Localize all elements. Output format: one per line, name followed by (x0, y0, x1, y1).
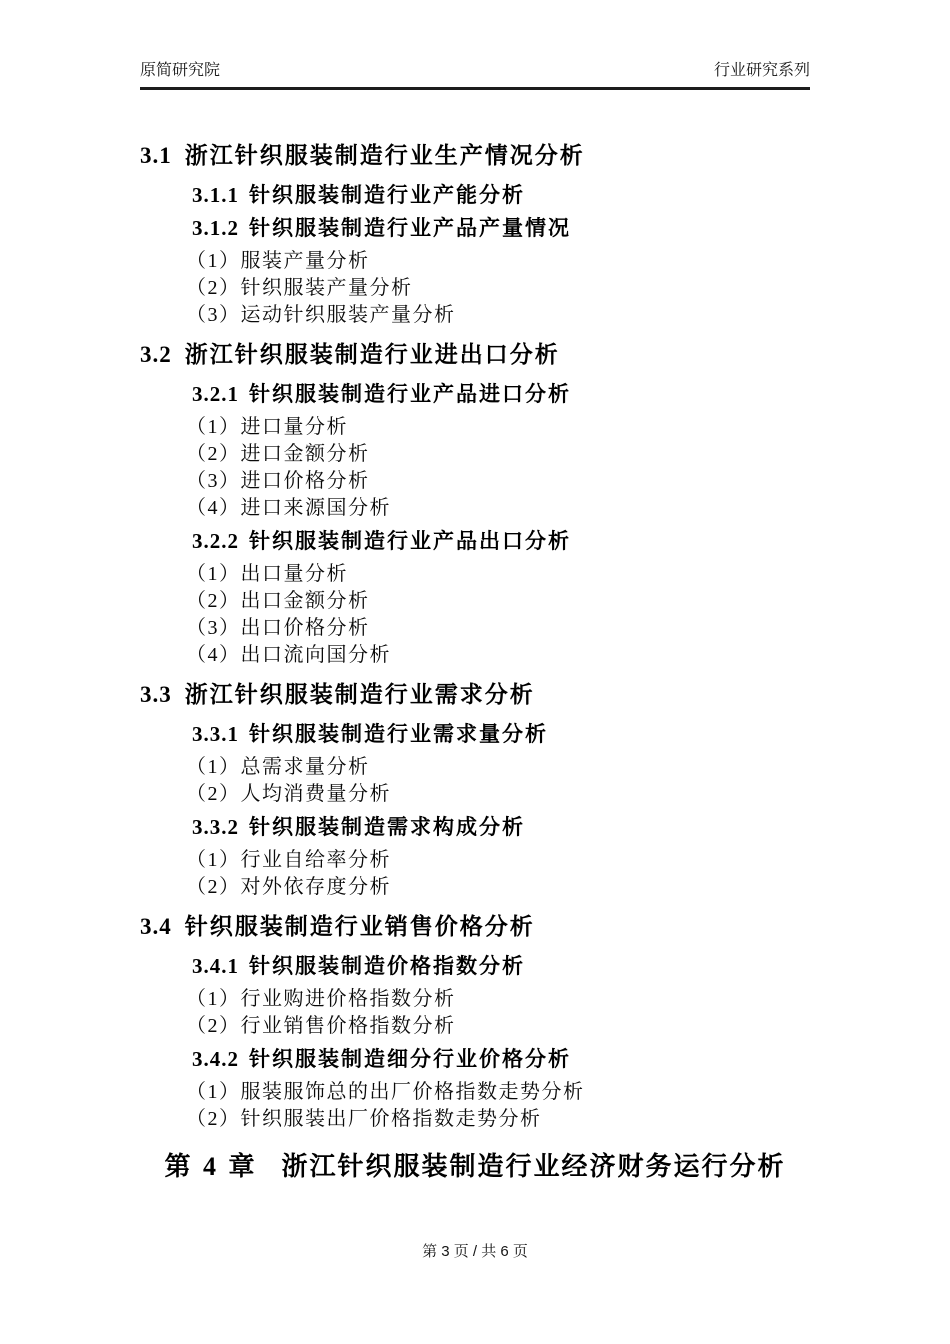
toc-entry-title: 行业购进价格指数分析 (240, 988, 456, 1010)
toc-entry (186, 754, 810, 781)
toc-entry-title: 总需求量分析 (240, 756, 370, 778)
page-header-rule (140, 60, 810, 90)
toc-entry-title: 进口来源国分析 (240, 497, 391, 519)
toc-entry-number: （1） (186, 849, 241, 871)
toc-entry-number: 3.3.2 (192, 815, 239, 839)
toc-entry-number: （1） (186, 756, 241, 778)
toc-entry (186, 588, 810, 615)
toc-entry-number: （1） (186, 1081, 241, 1103)
toc-entry-number: 3.1 (140, 143, 172, 168)
toc-entry (192, 528, 810, 555)
toc-entry (186, 414, 810, 441)
toc-entry-title: 服装服饰总的出厂价格指数走势分析 (240, 1081, 585, 1103)
toc-entry (140, 681, 810, 709)
toc-entry-number: （1） (186, 250, 241, 272)
chapter-number: 第 4 章 (164, 1152, 258, 1181)
toc-entry-title: 针织服装制造行业需求量分析 (249, 722, 548, 746)
toc-entry-title: 针织服装制造行业产品出口分析 (249, 529, 571, 553)
toc-entry-title: 出口量分析 (240, 563, 348, 585)
toc-entry (192, 814, 810, 841)
toc-entry (192, 381, 810, 408)
toc-entry (192, 215, 810, 242)
toc-entry-title: 进口金额分析 (240, 443, 370, 465)
toc-entry-title: 针织服装制造行业销售价格分析 (184, 914, 535, 939)
toc-entry-number: （2） (186, 277, 241, 299)
toc-entry-title: 浙江针织服装制造行业进出口分析 (184, 342, 560, 367)
toc-entry-number: （2） (186, 590, 241, 612)
toc-entry (186, 847, 810, 874)
toc-entry-number: 3.3 (140, 682, 172, 707)
header-right-label: 行业研究系列 (713, 62, 810, 79)
toc-entry-title: 浙江针织服装制造行业需求分析 (184, 682, 535, 707)
toc-entry-title: 针织服装出厂价格指数走势分析 (240, 1108, 542, 1130)
toc-entry-title: 进口价格分析 (240, 470, 370, 492)
chapter-heading (140, 1149, 810, 1185)
toc-entry-number: （2） (186, 876, 241, 898)
toc-entry (192, 1046, 810, 1073)
toc-entry (140, 341, 810, 369)
toc-entry-title: 针织服装制造行业产品进口分析 (249, 382, 571, 406)
toc-entry-title: 针织服装产量分析 (240, 277, 413, 299)
toc-entry (186, 615, 810, 642)
toc-entry-title: 行业销售价格指数分析 (240, 1015, 456, 1037)
toc-entry-number: （3） (186, 304, 241, 326)
chapter-title: 浙江针织服装制造行业经济财务运行分析 (281, 1152, 786, 1181)
toc-entry-number: 3.1.2 (192, 216, 239, 240)
toc-entry (186, 248, 810, 275)
toc-entry-number: 3.4.2 (192, 1047, 239, 1071)
toc-entry-number: （2） (186, 1015, 241, 1037)
toc-entry (186, 1013, 810, 1040)
toc-entry (140, 142, 810, 170)
toc-entry-title: 进口量分析 (240, 416, 348, 438)
toc-entry (186, 495, 810, 522)
toc-entry (140, 913, 810, 941)
toc-entry-number: （1） (186, 416, 241, 438)
toc-entry (192, 182, 810, 209)
toc-entry-title: 行业自给率分析 (240, 849, 391, 871)
toc-entry-number: （1） (186, 988, 241, 1010)
toc-entry-number: （2） (186, 443, 241, 465)
toc-entry-number: 3.2 (140, 342, 172, 367)
page-header (140, 0, 810, 90)
toc-entry-title: 针织服装制造细分行业价格分析 (249, 1047, 571, 1071)
toc-entry (186, 302, 810, 329)
toc-entry-number: （3） (186, 617, 241, 639)
toc-entry-number: 3.3.1 (192, 722, 239, 746)
page-number-indicator: 第 3 页 / 共 6 页 (422, 1243, 528, 1260)
toc-entry-title: 针织服装制造行业产能分析 (249, 183, 525, 207)
toc-entry-number: 3.4.1 (192, 954, 239, 978)
toc-entry (186, 561, 810, 588)
toc-entry-number: （4） (186, 497, 241, 519)
toc-entry-title: 人均消费量分析 (240, 783, 391, 805)
toc-entry-number: 3.1.1 (192, 183, 239, 207)
toc-entry-number: 3.4 (140, 914, 172, 939)
toc-entry (186, 275, 810, 302)
toc-entry-number: （1） (186, 563, 241, 585)
toc-entry-title: 针织服装制造价格指数分析 (249, 954, 525, 978)
toc-entry-number: （4） (186, 644, 241, 666)
toc-entry (186, 1106, 810, 1133)
toc-entry-title: 出口流向国分析 (240, 644, 391, 666)
table-of-contents (140, 142, 810, 1133)
toc-entry-title: 出口价格分析 (240, 617, 370, 639)
toc-entry (186, 781, 810, 808)
toc-entry (192, 721, 810, 748)
toc-entry (186, 642, 810, 669)
toc-entry (186, 441, 810, 468)
toc-entry-title: 运动针织服装产量分析 (240, 304, 456, 326)
toc-entry-title: 针织服装制造需求构成分析 (249, 815, 525, 839)
toc-entry-number: （2） (186, 1108, 241, 1130)
toc-entry (186, 986, 810, 1013)
toc-entry-title: 浙江针织服装制造行业生产情况分析 (184, 143, 585, 168)
header-left-label: 原简研究院 (140, 62, 221, 79)
toc-entry-number: （3） (186, 470, 241, 492)
toc-entry-number: 3.2.2 (192, 529, 239, 553)
toc-entry-title: 服装产量分析 (240, 250, 370, 272)
toc-entry-number: （2） (186, 783, 241, 805)
toc-entry (186, 1079, 810, 1106)
page-footer (0, 1243, 950, 1261)
toc-entry-number: 3.2.1 (192, 382, 239, 406)
toc-entry-title: 针织服装制造行业产品产量情况 (249, 216, 571, 240)
toc-entry-title: 对外依存度分析 (240, 876, 391, 898)
toc-entry (186, 874, 810, 901)
toc-entry-title: 出口金额分析 (240, 590, 370, 612)
toc-entry (186, 468, 810, 495)
toc-entry (192, 953, 810, 980)
